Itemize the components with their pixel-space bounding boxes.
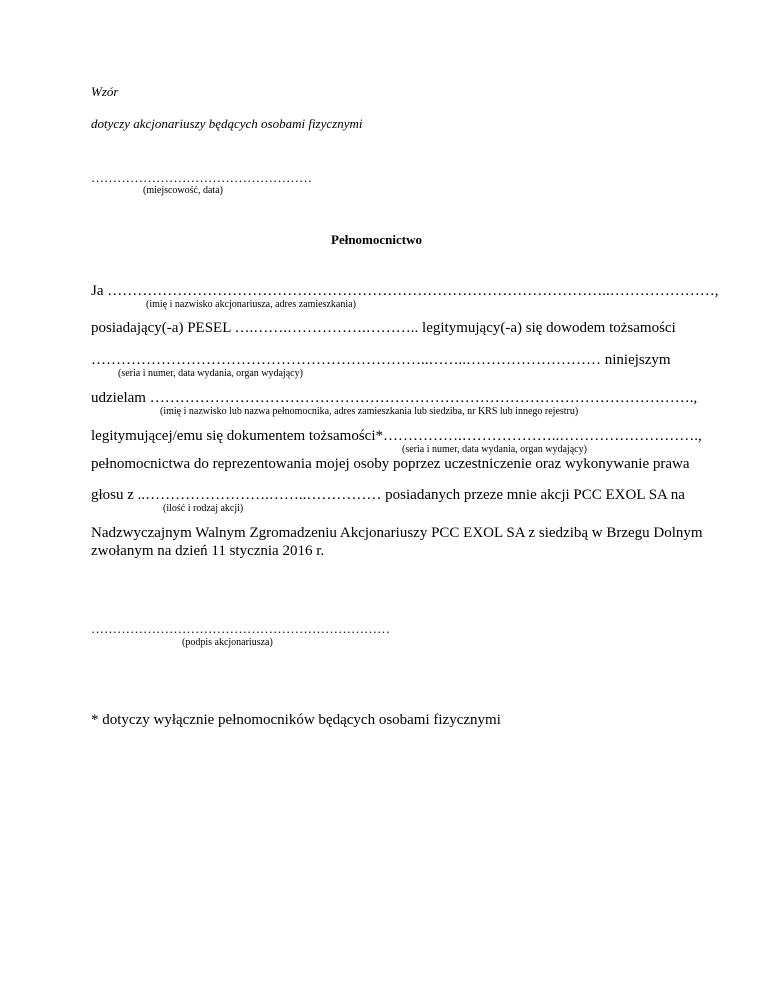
id-document-hint: (seria i numer, data wydania, organ wydający) xyxy=(118,368,303,379)
signature-hint: (podpis akcjonariusza) xyxy=(182,637,273,648)
place-date-hint: (miejscowość, data) xyxy=(143,185,223,196)
template-label: Wzór xyxy=(91,84,119,99)
meeting-line: Nadzwyczajnym Walnym Zgromadzeniu Akcjonariuszy PCC EXOL SA z siedzibą w Brzegu Dolnym xyxy=(91,525,703,541)
declarant-hint: (imię i nazwisko akcjonariusza, adres zamieszkania) xyxy=(146,299,356,310)
pesel-line: posiadający(-a) PESEL ….…….…………….……….. legitymujący(-a) się dowodem tożsamości xyxy=(91,320,676,336)
proxy-id-line: legitymującej/emu się dokumentem tożsamości*…………….………………..………………………., xyxy=(91,428,702,444)
proxy-id-hint: (seria i numer, data wydania, organ wydający) xyxy=(402,444,587,455)
id-document-line: …………………………………………………………..……..……………………… niniejszym xyxy=(91,352,671,368)
declarant-line: Ja ………………………………………………………………………………………..…………………, xyxy=(91,283,719,299)
signature-dots: …………………………………………………………… xyxy=(91,621,390,636)
document-subtitle: dotyczy akcjonariuszy będących osobami fizycznymi xyxy=(91,116,363,131)
shares-hint: (ilość i rodzaj akcji) xyxy=(163,503,244,514)
shares-line: głosu z ..…………………….……..…………… posiadanych przeze mnie akcji PCC EXOL SA na xyxy=(91,487,685,503)
proxy-hint: (imię i nazwisko lub nazwa pełnomocnika, adres zamieszkania lub siedziba, nr KRS lub innego rejestru) xyxy=(160,406,579,417)
proxy-line: udzielam ………………………………………………………………………………………………., xyxy=(91,390,698,406)
footnote: * dotyczy wyłącznie pełnomocników będących osobami fizycznymi xyxy=(91,712,501,728)
meeting-date-line: zwołanym na dzień 11 stycznia 2016 r. xyxy=(91,543,325,559)
place-date-dots: …………………………………………… xyxy=(91,170,312,185)
authorization-line: pełnomocnictwa do reprezentowania mojej osoby poprzez uczestniczenie oraz wykonywanie prawa xyxy=(91,456,690,472)
page-title: Pełnomocnictwo xyxy=(331,232,422,247)
